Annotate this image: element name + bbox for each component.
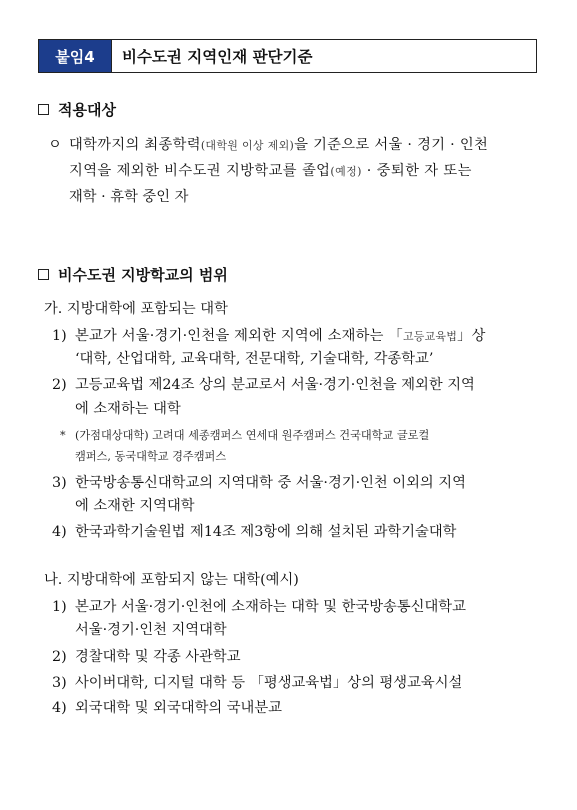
scope-line-3: 재학 · 휴학 중인 자 (69, 189, 189, 205)
na-item-1-line-1: 본교가 서울·경기·인천에 소재하는 대학 및 한국방송통신대학교 (75, 599, 466, 615)
subheading-na: 나. 지방대학에 포함되지 않는 대학(예시) (44, 572, 299, 588)
section-heading-range (38, 264, 228, 285)
item-num: 3) (52, 475, 67, 491)
na-item-4-line-1: 외국대학 및 외국대학의 국내분교 (75, 700, 282, 716)
note-line-1: (가점대상대학) 고려대 세종캠퍼스 연세대 원주캠퍼스 건국대학교 글로컬 (75, 429, 430, 442)
scope-line-1 (69, 135, 488, 156)
item-num: 3) (52, 675, 67, 691)
text-span: 본교가 서울·경기·인천을 제외한 지역에 소재하는 「 (75, 328, 403, 344)
attachment-badge: 붙임4 (39, 40, 112, 72)
note-mark: * (60, 429, 66, 442)
text-span: 대학까지의 최종학력 (69, 137, 201, 153)
item-num: 1) (52, 328, 67, 344)
note-span: (예정) (330, 165, 362, 178)
item-num: 2) (52, 649, 67, 665)
section-title: 비수도권 지방학교의 범위 (58, 266, 228, 284)
ga-item-4-line-1: 한국과학기술원법 제14조 제3항에 의해 설치된 과학기술대학 (75, 524, 457, 540)
page-title: 비수도권 지역인재 판단기준 (122, 48, 313, 66)
na-item-2-line-1: 경찰대학 및 각종 사관학교 (75, 649, 241, 665)
ga-item-1-line-2: ‘대학, 산업대학, 교육대학, 전문대학, 기술대학, 각종학교’ (75, 351, 434, 367)
section-heading-scope (38, 99, 116, 120)
note-span: (대학원 이상 제외) (200, 139, 295, 152)
section-title: 적용대상 (58, 101, 116, 119)
text-span: 」상 (457, 328, 486, 344)
ga-item-1-line-1 (75, 326, 486, 347)
note-span: 고등교육법 (402, 330, 458, 343)
item-num: 4) (52, 524, 67, 540)
title-box (38, 39, 537, 73)
text-span: · 중퇴한 자 또는 (361, 163, 472, 179)
square-bullet-icon (38, 269, 49, 280)
ga-item-2-line-2: 에 소재하는 대학 (75, 401, 181, 417)
text-span: 지역을 제외한 비수도권 지방학교를 졸업 (69, 163, 331, 179)
note-line-2: 캠퍼스, 동국대학교 경주캠퍼스 (75, 450, 227, 463)
text-span: 을 기준으로 서울 · 경기 · 인천 (294, 137, 489, 153)
ga-item-2-line-1: 고등교육법 제24조 상의 분교로서 서울·경기·인천을 제외한 지역 (75, 377, 475, 393)
item-num: 4) (52, 700, 67, 716)
scope-line-2 (69, 161, 472, 182)
ga-item-3-line-1: 한국방송통신대학교의 지역대학 중 서울·경기·인천 이외의 지역 (75, 475, 466, 491)
square-bullet-icon (38, 104, 49, 115)
item-num: 2) (52, 377, 67, 393)
subheading-ga: 가. 지방대학에 포함되는 대학 (44, 301, 228, 317)
bullet-mark: ㅇ (48, 137, 62, 153)
na-item-1-line-2: 서울·경기·인천 지역대학 (75, 622, 227, 638)
item-num: 1) (52, 599, 67, 615)
ga-item-3-line-2: 에 소재한 지역대학 (75, 498, 195, 514)
na-item-3-line-1: 사이버대학, 디지털 대학 등 「평생교육법」상의 평생교육시설 (75, 675, 463, 691)
